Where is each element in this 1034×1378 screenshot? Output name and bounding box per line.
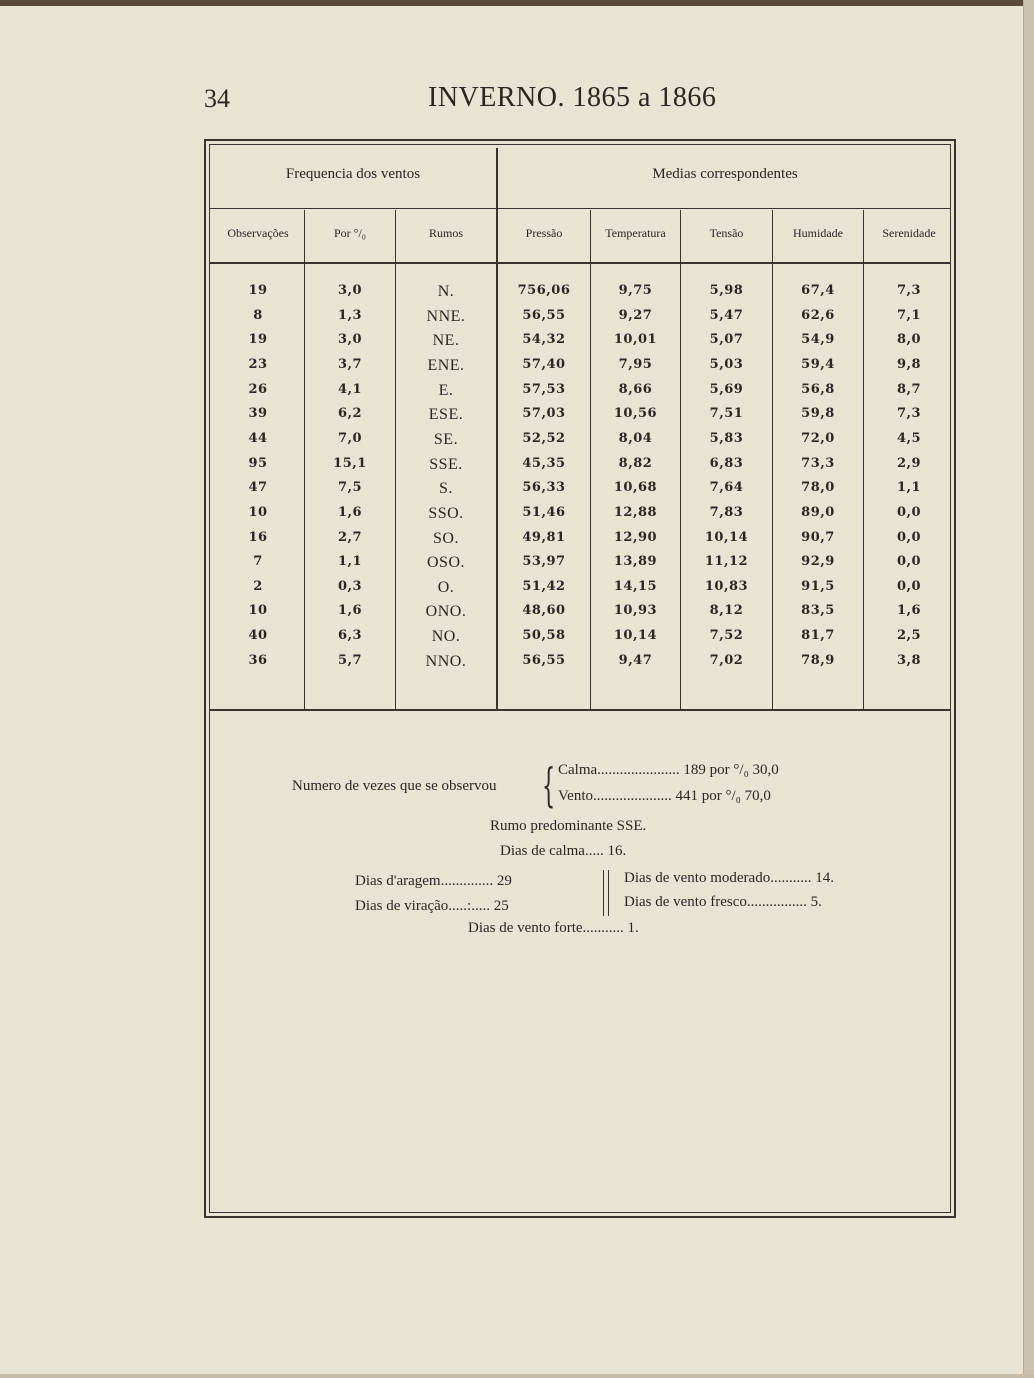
page-title: INVERNO. 1865 a 1866 xyxy=(428,82,717,113)
cell-por-cento: 0,3 xyxy=(337,578,363,594)
dias-vento-fresco: Dias de vento fresco................ 5. xyxy=(624,894,822,910)
col-header-por-cento: Por °/₀ xyxy=(334,226,366,240)
rule-under-columns xyxy=(209,262,951,264)
cell-humidade: 54,9 xyxy=(801,332,835,348)
cell-rumo: ONO. xyxy=(425,603,467,621)
cell-serenidade: 7,3 xyxy=(896,283,922,298)
cell-temperatura: 10,68 xyxy=(613,480,658,496)
cell-pressao: 49,81 xyxy=(522,529,566,545)
cell-tensao: 5,83 xyxy=(709,430,744,446)
page-bottom-edge xyxy=(0,1374,1034,1378)
cell-pressao: 53,97 xyxy=(522,554,566,570)
cell-temperatura: 8,66 xyxy=(618,381,653,397)
cell-por-cento: 3,0 xyxy=(337,332,363,348)
cell-humidade: 81,7 xyxy=(801,628,835,644)
cell-observacoes: 8 xyxy=(253,307,263,323)
cell-observacoes: 19 xyxy=(248,283,268,298)
cell-humidade: 62,6 xyxy=(801,307,835,323)
cell-tensao: 11,12 xyxy=(704,554,749,570)
page-right-edge xyxy=(1023,0,1034,1378)
cell-serenidade: 0,0 xyxy=(896,529,922,545)
cell-por-cento: 1,6 xyxy=(337,603,363,619)
cell-rumo: E. xyxy=(438,381,454,399)
cell-tensao: 10,83 xyxy=(704,578,749,594)
cell-humidade: 72,0 xyxy=(801,430,835,446)
cell-por-cento: 6,3 xyxy=(337,628,363,644)
cell-rumo: SSO. xyxy=(428,504,464,522)
cell-temperatura: 9,27 xyxy=(618,307,653,323)
cell-humidade: 90,7 xyxy=(801,529,835,545)
cell-tensao: 5,69 xyxy=(709,381,744,397)
cell-tensao: 5,07 xyxy=(709,332,744,348)
cell-serenidade: 0,0 xyxy=(896,504,922,520)
table-row xyxy=(0,332,1034,356)
cell-humidade: 67,4 xyxy=(801,283,835,298)
cell-rumo: S. xyxy=(439,480,453,498)
cell-temperatura: 10,01 xyxy=(613,332,658,348)
cell-rumo: NNE. xyxy=(426,307,466,325)
cell-observacoes: 2 xyxy=(253,578,263,594)
cell-temperatura: 9,47 xyxy=(618,652,653,668)
cell-tensao: 5,47 xyxy=(709,307,744,323)
cell-por-cento: 15,1 xyxy=(333,455,367,471)
cell-observacoes: 39 xyxy=(248,406,268,422)
cell-serenidade: 7,3 xyxy=(896,406,922,422)
cell-tensao: 5,98 xyxy=(709,283,744,298)
calma-line: Calma...................... 189 por °/₀ 30,0 xyxy=(558,762,779,778)
dias-calma: Dias de calma..... 16. xyxy=(500,843,627,859)
cell-pressao: 57,53 xyxy=(522,381,566,397)
cell-pressao: 54,32 xyxy=(522,332,566,348)
col-header-tensao: Tensão xyxy=(709,226,744,240)
cell-humidade: 56,8 xyxy=(801,381,835,397)
cell-temperatura: 8,82 xyxy=(618,455,653,471)
rule-under-groups xyxy=(209,208,951,209)
cell-temperatura: 10,56 xyxy=(613,406,658,422)
cell-observacoes: 16 xyxy=(248,529,268,545)
cell-serenidade: 8,7 xyxy=(896,381,922,397)
cell-serenidade: 3,8 xyxy=(896,652,922,668)
cell-tensao: 10,14 xyxy=(704,529,749,545)
cell-serenidade: 9,8 xyxy=(896,356,922,372)
table-row xyxy=(0,357,1034,381)
cell-pressao: 56,55 xyxy=(522,652,566,668)
cell-rumo: N. xyxy=(437,283,455,300)
table-row xyxy=(0,456,1034,480)
cell-temperatura: 14,15 xyxy=(613,578,658,594)
cell-temperatura: 9,75 xyxy=(618,283,653,298)
dias-viracao: Dias de viração.....:..... 25 xyxy=(355,898,509,914)
cell-tensao: 6,83 xyxy=(709,455,744,471)
table-row xyxy=(0,382,1034,406)
cell-serenidade: 1,1 xyxy=(896,480,922,496)
cell-tensao: 5,03 xyxy=(709,356,744,372)
table-row xyxy=(0,628,1034,652)
cell-rumo: SO. xyxy=(433,529,459,547)
cell-humidade: 89,0 xyxy=(801,504,835,520)
observed-label: Numero de vezes que se observou xyxy=(292,778,497,794)
cell-serenidade: 2,5 xyxy=(896,628,922,644)
dias-vento-forte: Dias de vento forte........... 1. xyxy=(468,920,639,936)
cell-humidade: 59,8 xyxy=(801,406,835,422)
cell-rumo: SE. xyxy=(433,430,459,448)
cell-pressao: 56,55 xyxy=(522,307,566,323)
table-row xyxy=(0,603,1034,627)
cell-rumo: SSE. xyxy=(429,455,463,473)
cell-tensao: 7,64 xyxy=(709,480,744,496)
cell-pressao: 57,03 xyxy=(522,406,566,422)
cell-por-cento: 1,1 xyxy=(337,554,363,570)
double-bar-divider xyxy=(603,870,609,916)
cell-temperatura: 12,88 xyxy=(613,504,658,520)
cell-serenidade: 7,1 xyxy=(896,307,922,323)
cell-tensao: 7,02 xyxy=(709,652,744,668)
cell-humidade: 91,5 xyxy=(801,578,835,594)
col-header-rumos: Rumos xyxy=(428,226,463,240)
group-header-frequencia: Frequencia dos ventos xyxy=(285,166,421,182)
cell-serenidade: 1,6 xyxy=(896,603,922,619)
cell-humidade: 83,5 xyxy=(801,603,835,619)
cell-rumo: NO. xyxy=(431,628,461,646)
table-row xyxy=(0,579,1034,603)
cell-pressao: 756,06 xyxy=(517,283,571,298)
table-row xyxy=(0,480,1034,504)
cell-serenidade: 8,0 xyxy=(896,332,922,348)
cell-por-cento: 1,6 xyxy=(337,504,363,520)
cell-rumo: ENE. xyxy=(427,356,465,374)
col-header-serenidade: Serenidade xyxy=(882,226,936,240)
table-row xyxy=(0,406,1034,430)
group-header-medias: Medias correspondentes xyxy=(652,166,798,182)
cell-observacoes: 40 xyxy=(248,628,268,644)
cell-por-cento: 7,0 xyxy=(337,430,363,446)
cell-tensao: 8,12 xyxy=(709,603,744,619)
col-header-humidade: Humidade xyxy=(793,226,843,240)
cell-observacoes: 10 xyxy=(248,603,268,619)
cell-observacoes: 19 xyxy=(248,332,268,348)
cell-por-cento: 7,5 xyxy=(337,480,363,496)
cell-observacoes: 23 xyxy=(248,356,268,372)
cell-temperatura: 10,14 xyxy=(613,628,658,644)
table-row xyxy=(0,554,1034,578)
cell-pressao: 45,35 xyxy=(522,455,566,471)
cell-observacoes: 10 xyxy=(248,504,268,520)
table-row xyxy=(0,431,1034,455)
cell-humidade: 59,4 xyxy=(801,356,835,372)
cell-observacoes: 47 xyxy=(248,480,268,496)
cell-pressao: 51,46 xyxy=(522,504,566,520)
cell-observacoes: 7 xyxy=(253,554,263,570)
cell-temperatura: 7,95 xyxy=(618,356,653,372)
cell-tensao: 7,83 xyxy=(709,504,744,520)
cell-por-cento: 4,1 xyxy=(337,381,363,397)
cell-rumo: NE. xyxy=(432,332,460,350)
table-row xyxy=(0,308,1034,332)
cell-observacoes: 36 xyxy=(248,652,268,668)
cell-observacoes: 44 xyxy=(248,430,268,446)
cell-por-cento: 2,7 xyxy=(337,529,363,545)
cell-temperatura: 13,89 xyxy=(613,554,658,570)
cell-serenidade: 0,0 xyxy=(896,578,922,594)
cell-pressao: 57,40 xyxy=(522,356,566,372)
col-header-temperatura: Temperatura xyxy=(605,226,666,240)
cell-observacoes: 26 xyxy=(248,381,268,397)
cell-serenidade: 0,0 xyxy=(896,554,922,570)
cell-pressao: 52,52 xyxy=(522,430,566,446)
cell-observacoes: 95 xyxy=(248,455,268,471)
cell-pressao: 48,60 xyxy=(522,603,566,619)
cell-pressao: 50,58 xyxy=(522,628,566,644)
cell-temperatura: 8,04 xyxy=(618,430,653,446)
page-number: 34 xyxy=(204,84,230,113)
cell-por-cento: 3,0 xyxy=(337,283,363,298)
dias-vento-moderado: Dias de vento moderado........... 14. xyxy=(624,870,834,886)
dias-aragem: Dias d'aragem.............. 29 xyxy=(355,873,512,889)
cell-rumo: OSO. xyxy=(426,554,465,572)
cell-rumo: O. xyxy=(437,578,455,596)
table-row xyxy=(0,283,1034,307)
cell-humidade: 73,3 xyxy=(801,455,835,471)
cell-humidade: 92,9 xyxy=(801,554,835,570)
cell-temperatura: 12,90 xyxy=(613,529,658,545)
table-row xyxy=(0,653,1034,677)
cell-por-cento: 3,7 xyxy=(337,356,363,372)
cell-pressao: 51,42 xyxy=(522,578,566,594)
cell-por-cento: 1,3 xyxy=(337,307,363,323)
col-header-observacoes: Observações xyxy=(227,226,289,240)
table-row xyxy=(0,505,1034,529)
cell-pressao: 56,33 xyxy=(522,480,566,496)
page-top-edge xyxy=(0,0,1034,6)
cell-humidade: 78,9 xyxy=(801,652,835,668)
cell-humidade: 78,0 xyxy=(801,480,835,496)
cell-tensao: 7,51 xyxy=(709,406,744,422)
cell-por-cento: 5,7 xyxy=(337,652,363,668)
table-row xyxy=(0,530,1034,554)
cell-rumo: NNO. xyxy=(425,652,467,670)
cell-serenidade: 2,9 xyxy=(896,455,922,471)
cell-por-cento: 6,2 xyxy=(337,406,363,422)
cell-temperatura: 10,93 xyxy=(613,603,658,619)
rumo-predominante: Rumo predominante SSE. xyxy=(490,818,647,834)
vento-line: Vento..................... 441 por °/₀ 70,0 xyxy=(558,788,771,804)
rule-table-end xyxy=(209,709,951,711)
brace-icon: { xyxy=(542,758,556,812)
cell-tensao: 7,52 xyxy=(709,628,744,644)
cell-rumo: ESE. xyxy=(428,406,464,424)
col-header-pressao: Pressão xyxy=(525,226,563,240)
cell-serenidade: 4,5 xyxy=(896,430,922,446)
